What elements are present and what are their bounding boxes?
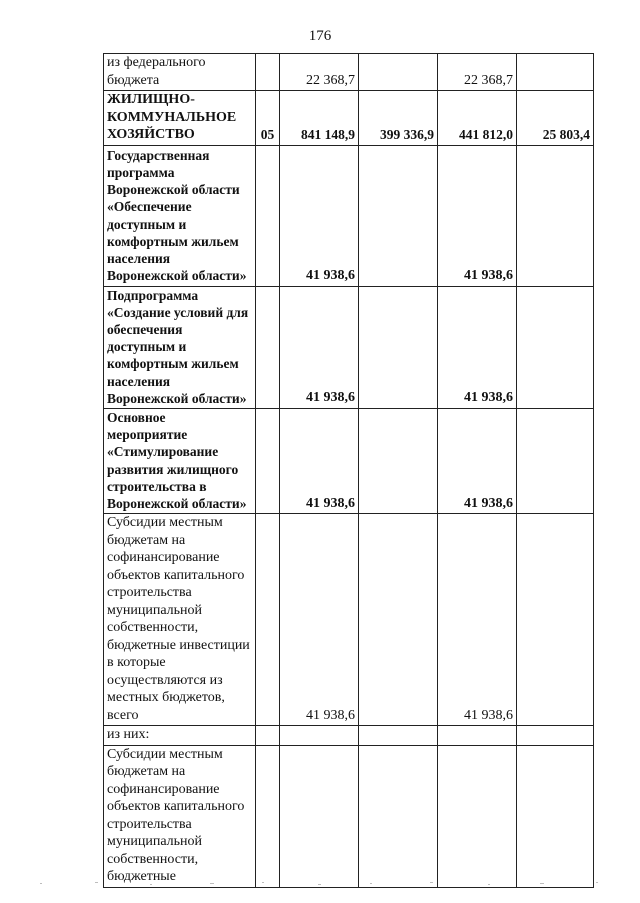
amount-col3-cell: 41 938,6 (438, 514, 517, 726)
table-row (104, 514, 594, 726)
amount-col2-cell (359, 726, 438, 746)
section-code-cell: 05 (256, 91, 280, 146)
amount-col2-cell (359, 54, 438, 91)
amount-col2-cell (359, 408, 438, 513)
amount-total-cell: 22 368,7 (280, 54, 359, 91)
amount-total-cell: 41 938,6 (280, 286, 359, 408)
amount-col2-cell: 399 336,9 (359, 91, 438, 146)
amount-col4-cell: 25 803,4 (517, 91, 594, 146)
amount-col4-cell (517, 408, 594, 513)
section-code-cell (256, 514, 280, 726)
amount-col2-cell (359, 145, 438, 286)
section-code-cell (256, 54, 280, 91)
row-name-cell: Субсидии местным бюджетам на софинансирование объектов капитального строительства муниципальной собственности, бюджетные инвестиции в которые осуществляются из местных бюджетов, всего (104, 514, 256, 726)
table-row (104, 745, 594, 887)
amount-total-cell: 41 938,6 (280, 514, 359, 726)
amount-col3-cell: 41 938,6 (438, 145, 517, 286)
amount-col4-cell (517, 745, 594, 887)
amount-total-cell: 41 938,6 (280, 145, 359, 286)
amount-col3-cell: 41 938,6 (438, 408, 517, 513)
row-name-cell: Подпрограмма «Создание условий для обеспечения доступным и комфортным жильем населения Воронежской области» (104, 286, 256, 408)
amount-col4-cell (517, 726, 594, 746)
section-code-cell (256, 408, 280, 513)
row-name-cell: Основное мероприятие «Стимулирование развития жилищного строительства в Воронежской области» (104, 408, 256, 513)
table-row (104, 726, 594, 746)
page-number: 176 (308, 28, 332, 44)
amount-col4-cell (517, 286, 594, 408)
budget-table (103, 53, 594, 888)
row-name-cell: из них: (104, 726, 256, 746)
amount-col3-cell (438, 745, 517, 887)
table-row (104, 54, 594, 91)
amount-total-cell: 41 938,6 (280, 408, 359, 513)
amount-col3-cell: 41 938,6 (438, 286, 517, 408)
amount-col4-cell (517, 54, 594, 91)
row-name-cell: Субсидии местным бюджетам на софинансирование объектов капитального строительства муниципальной собственности, бюджетные (104, 745, 256, 887)
amount-col2-cell (359, 286, 438, 408)
section-code-cell (256, 145, 280, 286)
section-code-cell (256, 286, 280, 408)
row-name-cell: Государственная программа Воронежской области «Обеспечение доступным и комфортным жильем населения Воронежской области» (104, 145, 256, 286)
amount-col3-cell (438, 726, 517, 746)
amount-col3-cell: 441 812,0 (438, 91, 517, 146)
amount-col2-cell (359, 745, 438, 887)
table-row (104, 145, 594, 286)
amount-total-cell (280, 745, 359, 887)
amount-col4-cell (517, 514, 594, 726)
table-row (104, 91, 594, 146)
row-name-cell: из федерального бюджета (104, 54, 256, 91)
section-code-cell (256, 745, 280, 887)
section-code-cell (256, 726, 280, 746)
amount-col2-cell (359, 514, 438, 726)
scan-noise (0, 878, 640, 890)
table-row (104, 408, 594, 513)
amount-total-cell: 841 148,9 (280, 91, 359, 146)
amount-col4-cell (517, 145, 594, 286)
row-name-cell: ЖИЛИЩНО-КОММУНАЛЬНОЕ ХОЗЯЙСТВО (104, 91, 256, 146)
table-row (104, 286, 594, 408)
amount-total-cell (280, 726, 359, 746)
amount-col3-cell: 22 368,7 (438, 54, 517, 91)
